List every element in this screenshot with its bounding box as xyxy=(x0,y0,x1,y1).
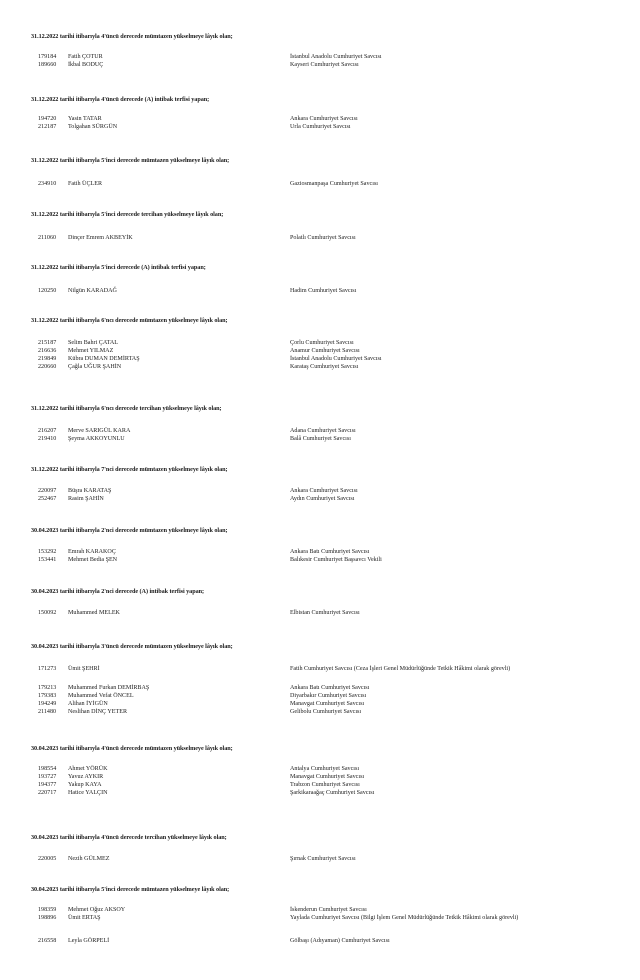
sicil-number: 120250 xyxy=(38,288,57,294)
person-name: Muhammed MELEK xyxy=(68,610,120,616)
sicil-number: 211480 xyxy=(38,709,57,715)
person-name: Mehmet Oğuz AKSOY xyxy=(68,907,126,913)
table-row xyxy=(0,766,640,774)
person-name: Yasin TATAR xyxy=(68,116,102,122)
sicil-number: 198359 xyxy=(38,907,57,913)
sicil-number: 179184 xyxy=(38,54,57,60)
table-row xyxy=(0,181,640,189)
sicil-number: 220717 xyxy=(38,790,57,796)
table-row xyxy=(0,288,640,296)
duty-station: Yaylada Cumhuriyet Savcısı (Bilgi İşlem Genel Müdürlüğünde Tetkik Hâkimi olarak görevli) xyxy=(290,915,519,921)
duty-station: Elbistan Cumhuriyet Savcısı xyxy=(290,610,360,616)
section-heading: 31.12.2022 tarihi itibarıyla 6'ncı derecede mümtazen yükselmeye lâyık olan; xyxy=(31,317,228,324)
table-row xyxy=(0,428,640,436)
person-name: Kübra DUMAN DEMİRTAŞ xyxy=(68,356,140,362)
duty-station: Gaziosmanpaşa Cumhuriyet Savcısı xyxy=(290,181,379,187)
table-row xyxy=(0,488,640,496)
sicil-number: 153441 xyxy=(38,557,57,563)
person-name: Neslihan DİNÇ YETER xyxy=(68,709,128,715)
duty-station: Diyarbakır Cumhuriyet Savcısı xyxy=(290,693,367,699)
person-name: Tolgahan SÜRGÜN xyxy=(68,124,118,130)
section-heading: 31.12.2022 tarihi itibarıyla 5'inci derecede (A) intibak terfisi yapan; xyxy=(31,264,206,271)
section-heading: 31.12.2022 tarihi itibarıyla 6'ncı derecede tercihan yükselmeye lâyık olan; xyxy=(31,405,222,412)
table-row xyxy=(0,348,640,356)
section-heading: 30.04.2023 tarihi itibarıyla 4'üncü derecede mümtazen yükselmeye lâyık olan; xyxy=(31,745,233,752)
sicil-number: 194249 xyxy=(38,701,57,707)
person-name: Leyla GÖRPELİ xyxy=(68,938,110,944)
table-row xyxy=(0,938,640,946)
duty-station: İstanbul Anadolu Cumhuriyet Savcısı xyxy=(290,54,382,60)
duty-station: Şırnak Cumhuriyet Savcısı xyxy=(290,856,356,862)
sicil-number: 171273 xyxy=(38,666,57,672)
person-name: Alihan İYİGÜN xyxy=(68,701,108,707)
table-row xyxy=(0,557,640,565)
person-name: Muhammed Vefat ÖNCEL xyxy=(68,693,134,699)
table-row xyxy=(0,666,640,674)
duty-station: Kayseri Cumhuriyet Savcısı xyxy=(290,62,359,68)
table-row xyxy=(0,685,640,693)
table-row xyxy=(0,610,640,618)
person-name: Yakup KAYA xyxy=(68,782,102,788)
table-row xyxy=(0,774,640,782)
sicil-number: 252467 xyxy=(38,496,57,502)
person-name: Selim Bahri ÇATAL xyxy=(68,340,118,346)
sicil-number: 219849 xyxy=(38,356,57,362)
table-row xyxy=(0,790,640,798)
person-name: Ahmet YÖRÜK xyxy=(68,766,108,772)
person-name: Emrah KARAKOÇ xyxy=(68,549,116,555)
person-name: Rasim ŞAHİN xyxy=(68,496,104,502)
person-name: Nezih GÜLMEZ xyxy=(68,856,110,862)
duty-station: İstanbul Anadolu Cumhuriyet Savcısı xyxy=(290,356,382,362)
duty-station: Urla Cumhuriyet Savcısı xyxy=(290,124,351,130)
sicil-number: 219410 xyxy=(38,436,57,442)
section-heading: 30.04.2023 tarihi itibarıyla 2'nci derecede mümtazen yükselmeye lâyık olan; xyxy=(31,527,228,534)
table-row xyxy=(0,496,640,504)
person-name: Büşra KARATAŞ xyxy=(68,488,112,494)
duty-station: Aydın Cumhuriyet Savcısı xyxy=(290,496,355,502)
section-heading: 30.04.2023 tarihi itibarıyla 2'nci derecede (A) intibak terfisi yapan; xyxy=(31,588,205,595)
sicil-number: 189660 xyxy=(38,62,57,68)
table-row xyxy=(0,356,640,364)
table-row xyxy=(0,235,640,243)
sicil-number: 179383 xyxy=(38,693,57,699)
sicil-number: 220660 xyxy=(38,364,57,370)
person-name: Fatih ÜÇLER xyxy=(68,181,103,187)
duty-station: Balıkesir Cumhuriyet Başsavcı Vekili xyxy=(290,557,382,563)
table-row xyxy=(0,907,640,915)
person-name: Hatice YALÇIN xyxy=(68,790,108,796)
person-name: Yavuz AYKIR xyxy=(68,774,104,780)
table-row xyxy=(0,116,640,124)
table-row xyxy=(0,340,640,348)
section-heading: 31.12.2022 tarihi itibarıyla 5'inci derecede tercihan yükselmeye lâyık olan; xyxy=(31,211,224,218)
sicil-number: 194377 xyxy=(38,782,57,788)
duty-station: İskenderun Cumhuriyet Savcısı xyxy=(290,907,367,913)
sicil-number: 198896 xyxy=(38,915,57,921)
duty-station: Hadim Cumhuriyet Savcısı xyxy=(290,288,357,294)
table-row xyxy=(0,62,640,70)
section-heading: 30.04.2023 tarihi itibarıyla 4'üncü derecede tercihan yükselmeye lâyık olan; xyxy=(31,834,227,841)
duty-station: Şarkikaraağaç Cumhuriyet Savcısı xyxy=(290,790,375,796)
sicil-number: 216636 xyxy=(38,348,57,354)
duty-station: Çorlu Cumhuriyet Savcısı xyxy=(290,340,354,346)
table-row xyxy=(0,709,640,717)
person-name: Nilgün KARADAĞ xyxy=(68,288,117,294)
sicil-number: 212187 xyxy=(38,124,57,130)
sicil-number: 198554 xyxy=(38,766,57,772)
person-name: Fatih ÇOTUR xyxy=(68,54,103,60)
sicil-number: 194720 xyxy=(38,116,57,122)
duty-station: Ankara Batı Cumhuriyet Savcısı xyxy=(290,685,370,691)
duty-station: Gölbaşı (Adıyaman) Cumhuriyet Savcısı xyxy=(290,938,390,944)
duty-station: Ankara Batı Cumhuriyet Savcısı xyxy=(290,549,370,555)
sicil-number: 153292 xyxy=(38,549,57,555)
section-heading: 31.12.2022 tarihi itibarıyla 4'üncü derecede (A) intibak terfisi yapan; xyxy=(31,96,210,103)
duty-station: Karataş Cumhuriyet Savcısı xyxy=(290,364,359,370)
duty-station: Gelibolu Cumhuriyet Savcısı xyxy=(290,709,362,715)
person-name: Mehmet Bedia ŞEN xyxy=(68,557,118,563)
table-row xyxy=(0,701,640,709)
section-heading: 31.12.2022 tarihi itibarıyla 5'inci derecede mümtazen yükselmeye lâyık olan; xyxy=(31,157,230,164)
sicil-number: 215187 xyxy=(38,340,57,346)
sicil-number: 150092 xyxy=(38,610,57,616)
sicil-number: 216207 xyxy=(38,428,57,434)
table-row xyxy=(0,436,640,444)
person-name: Ümit ERTAŞ xyxy=(68,915,101,921)
table-row xyxy=(0,782,640,790)
person-name: Muhammed Furkan DEMİRBAŞ xyxy=(68,685,150,691)
person-name: İkbal BODUÇ xyxy=(68,62,104,68)
sicil-number: 234910 xyxy=(38,181,57,187)
person-name: Merve SARIGÜL KARA xyxy=(68,428,131,434)
person-name: Ümit ŞEHRİ xyxy=(68,666,100,672)
duty-station: Manavgat Cumhuriyet Savcısı xyxy=(290,701,365,707)
table-row xyxy=(0,915,640,923)
sicil-number: 193727 xyxy=(38,774,57,780)
duty-station: Ankara Cumhuriyet Savcısı xyxy=(290,488,358,494)
section-heading: 30.04.2023 tarihi itibarıyla 5'inci derecede mümtazen yükselmeye lâyık olan; xyxy=(31,886,230,893)
duty-station: Polatlı Cumhuriyet Savcısı xyxy=(290,235,356,241)
table-row xyxy=(0,856,640,864)
table-row xyxy=(0,124,640,132)
sicil-number: 220005 xyxy=(38,856,57,862)
sicil-number: 211060 xyxy=(38,235,57,241)
table-row xyxy=(0,693,640,701)
section-heading: 30.04.2023 tarihi itibarıyla 3'üncü derecede mümtazen yükselmeye lâyık olan; xyxy=(31,643,233,650)
duty-station: Anamur Cumhuriyet Savcısı xyxy=(290,348,360,354)
duty-station: Fatih Cumhuriyet Savcısı (Ceza İşleri Genel Müdürlüğünde Tetkik Hâkimi olarak görevli) xyxy=(290,666,511,672)
section-heading: 31.12.2022 tarihi itibarıyla 4'üncü derecede mümtazen yükselmeye lâyık olan; xyxy=(31,33,233,40)
person-name: Şeyma AKKOYUNLU xyxy=(68,436,125,442)
duty-station: Manavgat Cumhuriyet Savcısı xyxy=(290,774,365,780)
duty-station: Antalya Cumhuriyet Savcısı xyxy=(290,766,360,772)
person-name: Dinçer Emrem AKBEYİK xyxy=(68,235,133,241)
section-heading: 31.12.2022 tarihi itibarıyla 7'nci derecede mümtazen yükselmeye lâyık olan; xyxy=(31,466,228,473)
sicil-number: 220097 xyxy=(38,488,57,494)
duty-station: Adana Cumhuriyet Savcısı xyxy=(290,428,356,434)
sicil-number: 216558 xyxy=(38,938,57,944)
duty-station: Balâ Cumhuriyet Savcısı xyxy=(290,436,351,442)
duty-station: Ankara Cumhuriyet Savcısı xyxy=(290,116,358,122)
table-row xyxy=(0,54,640,62)
table-row xyxy=(0,364,640,372)
table-row xyxy=(0,549,640,557)
person-name: Mehmet YILMAZ xyxy=(68,348,114,354)
duty-station: Trabzon Cumhuriyet Savcısı xyxy=(290,782,360,788)
sicil-number: 179213 xyxy=(38,685,57,691)
person-name: Çağla UĞUR ŞAHİN xyxy=(68,364,122,370)
